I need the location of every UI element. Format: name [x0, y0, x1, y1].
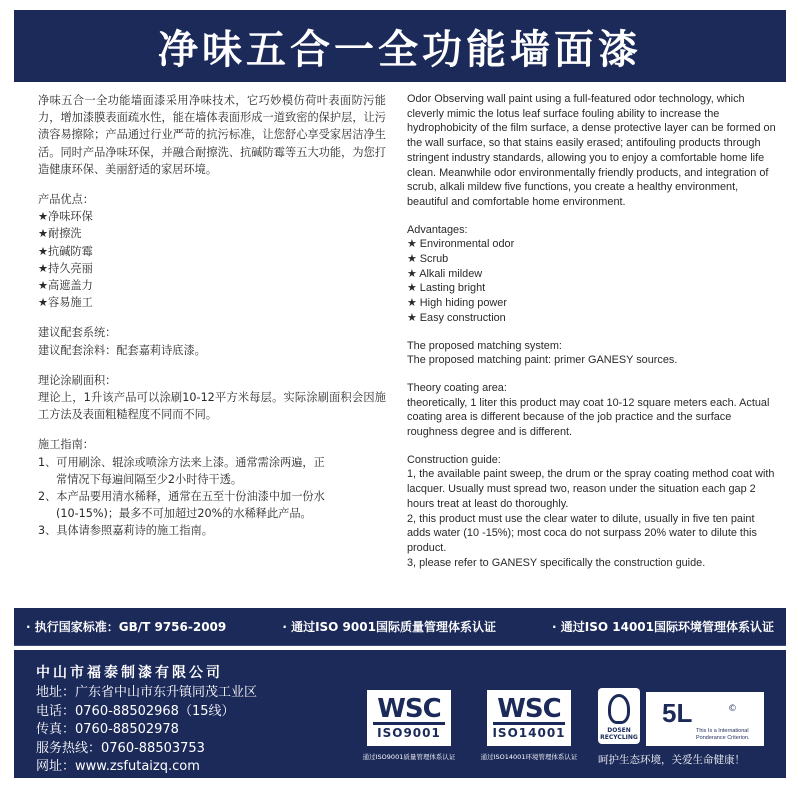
company-name: 中山市福泰制漆有限公司 [36, 665, 223, 681]
chinese-column [38, 92, 386, 553]
volume-note: This Is a International Ponderance Criterion. [696, 728, 750, 741]
volume-size: 5L [662, 698, 693, 728]
dosen-brand: DOSEN [607, 727, 631, 734]
cn-guide-title: 施工指南： [38, 438, 94, 452]
en-system-text: The proposed matching paint: primer GANESY sources. [407, 354, 678, 367]
recycling-label: RECYCLING [600, 734, 638, 741]
en-advantage-item: ★ Lasting bright [407, 282, 486, 295]
hotline: 服务热线：0760-88503753 [36, 740, 205, 756]
cn-advantage-item: ★高遮盖力 [38, 279, 93, 293]
en-system-title: The proposed matching system: [407, 339, 562, 352]
en-advantages-title: Advantages: [407, 223, 468, 236]
en-guide-title: Construction guide: [407, 453, 501, 466]
cn-advantages-title: 产品优点： [38, 193, 94, 207]
wsc-iso9001-logo [367, 690, 451, 746]
copyright-icon: © [728, 704, 737, 714]
cn-guide-step-3: 3、具体请参照嘉莉诗的施工指南。 [38, 524, 213, 538]
en-coverage-text: theoretically, 1 liter this product may coat 10-12 square meters each. Actual coating area is different because of the job practice and the surface roughness degree and is different. [407, 396, 770, 439]
cn-advantage-item: ★抗碱防霉 [38, 244, 93, 258]
iso9001-certificate [354, 690, 464, 760]
standard-iso14001: · 通过ISO 14001国际环境管理体系认证 [552, 620, 774, 634]
volume-box [646, 692, 764, 746]
website[interactable]: 网址：www.zsfutaizq.com [36, 759, 200, 775]
wsc-iso14001-logo [487, 690, 571, 746]
wsc-logo-text: WSC [493, 696, 565, 725]
cn-guide-step-2-cont: (10-15%)；最多不可加超过20%的水稀释此产品。 [56, 507, 312, 521]
standard-gb: · 执行国家标准：GB/T 9756-2009 [26, 620, 227, 634]
cn-coverage-text: 理论上，1升该产品可以涂刷10-12平方米每层。实际涂刷面积会因施工方法及表面粗糙程度不同而不同。 [38, 391, 386, 422]
cn-advantage-item: ★容易施工 [38, 296, 93, 310]
en-coverage-title: Theory coating area: [407, 381, 507, 394]
iso9001-caption: 通过ISO9001质量管理体系认证 [362, 753, 456, 761]
iso14001-certificate [474, 690, 584, 760]
standard-iso9001: · 通过ISO 9001国际质量管理体系认证 [282, 620, 496, 634]
en-advantage-item: ★ Scrub [407, 253, 449, 266]
phone: 电话：0760-88502968（15线） [36, 703, 235, 719]
cn-coverage-title: 理论涂刷面积： [38, 373, 117, 387]
iso14001-caption: 通过ISO14001环境管理体系认证 [480, 753, 578, 761]
en-guide-step-3: 3, please refer to GANESY specifically the construction guide. [407, 556, 706, 569]
cn-guide-step-2: 2、本产品要用清水稀释，通常在五至十份油漆中加一份水 [38, 490, 325, 504]
cn-system-title: 建议配套系统： [38, 326, 117, 340]
recycling-logo [598, 688, 640, 744]
en-advantage-item: ★ Easy construction [407, 311, 506, 324]
en-intro: Odor Observing wall paint using a full-featured odor technology, which cleverly mimic the lotus leaf surface fouling ability to increase the hydrophobicity of the film surface, a dense protective layer can be formed on the wall surface, so that stains easily erased; antifouling products through stringent industry standards, allowing you to enjoy a comfortable home life clean. Meanwhile odor environmentally friendly products, and integration of scrub, alkali mildew five functions, you create a healthy environment, beautiful and comfortable home environment. [407, 93, 776, 208]
en-advantage-item: ★ Environmental odor [407, 238, 515, 251]
cn-advantage-item: ★耐擦洗 [38, 227, 82, 241]
cn-system-text: 建议配套涂料：配套嘉莉诗底漆。 [38, 343, 206, 357]
cn-intro: 净味五合一全功能墙面漆采用净味技术，它巧妙模仿荷叶表面防污能力，增加漆膜表面疏水性，能在墙体表面形成一道致密的保护层，让污渍容易擦除；产品通过行业严苛的抗污标准，让您舒心享受家居洁净生活。同时产品净味环保，并融合耐擦洗、抗碱防霉等五大功能，为您打造健康环保、美丽舒适的家居环境。 [38, 94, 386, 176]
standards-band [14, 608, 786, 646]
description-area [14, 92, 786, 598]
eco-slogan: 呵护生态环境，关爱生命健康！ [598, 754, 745, 766]
cn-guide-step-1: 1、可用刷涂、辊涂或喷涂方法来上漆。通常需涂两遍，正 [38, 455, 325, 469]
iso14001-label: ISO14001 [492, 725, 566, 740]
cn-guide-step-1-cont: 常情况下每遍间隔至少2小时待干透。 [56, 472, 243, 486]
cn-advantage-item: ★净味环保 [38, 210, 93, 224]
contact-info [36, 684, 257, 777]
recycling-icon [608, 694, 630, 724]
wsc-logo-text: WSC [373, 696, 445, 725]
product-title: 净味五合一全功能墙面漆 [158, 26, 642, 73]
en-advantage-item: ★ Alkali mildew [407, 267, 483, 280]
en-guide-step-2: 2, this product must use the clear water to dilute, usually in five ten paint adds water (10 -15%); most coca do not surpass 20% water to dilute this product. [407, 512, 757, 554]
cn-advantage-item: ★持久亮丽 [38, 261, 93, 275]
en-guide-step-1: 1, the available paint sweep, the drum or the spray coating method coat with lacquer. Usually must spread two, reason under the situation each gap 2 hours treat at least do thoroughly. [407, 468, 775, 510]
company-footer [14, 650, 786, 778]
iso9001-label: ISO9001 [377, 725, 441, 740]
title-banner [14, 10, 786, 82]
en-advantage-item: ★ High hiding power [407, 297, 507, 310]
english-column [407, 92, 779, 583]
fax: 传真：0760-88502978 [36, 722, 179, 738]
address: 地址：广东省中山市东升镇同茂工业区 [36, 685, 258, 700]
